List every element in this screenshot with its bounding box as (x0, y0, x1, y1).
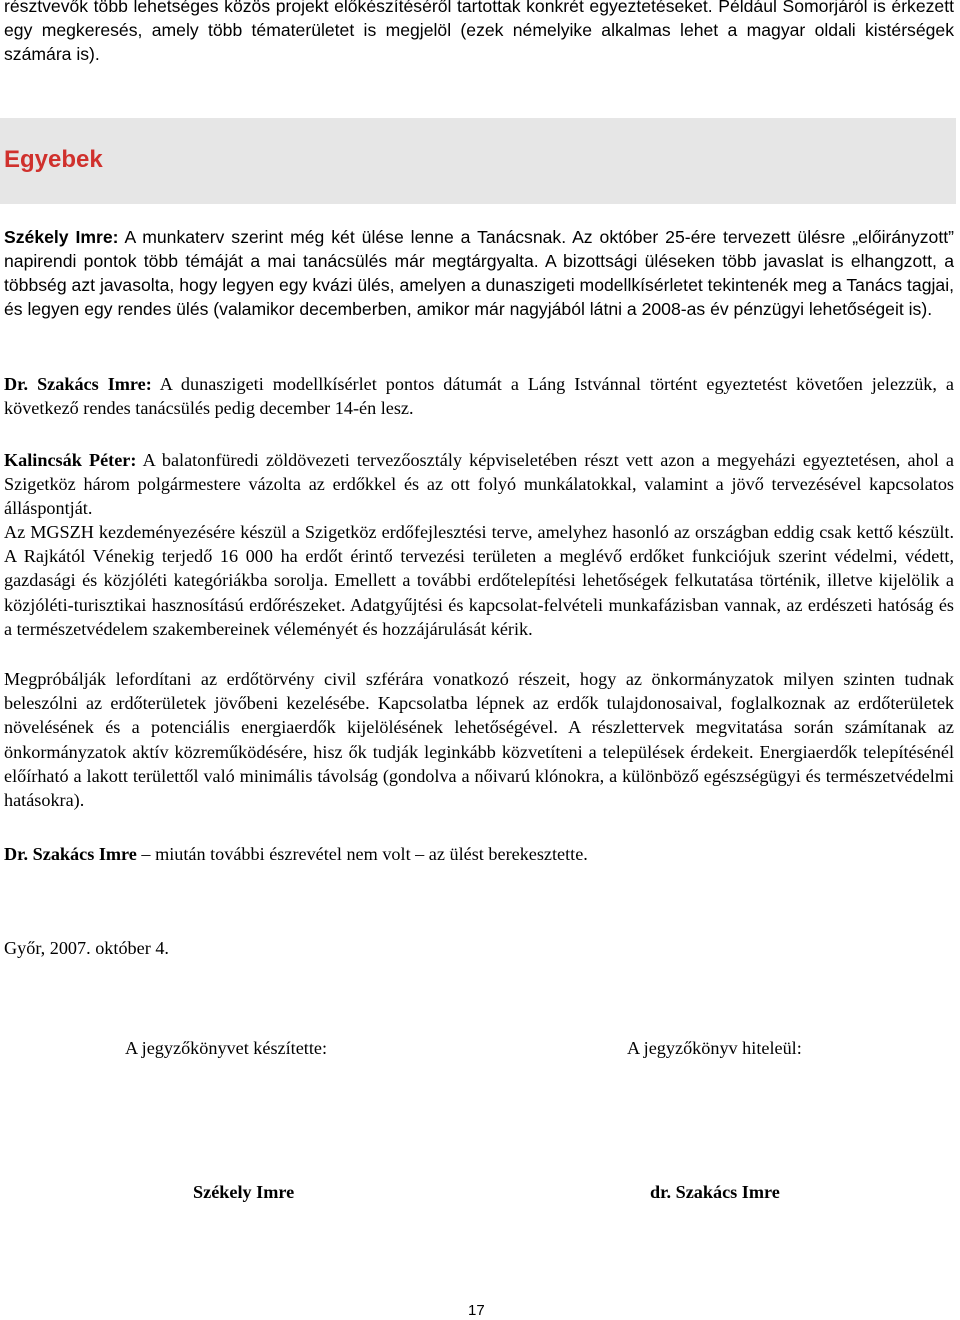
paragraph-erdofejlesztes: Az MGSZH kezdeményezésére készül a Szigetköz erdőfejlesztési terve, amelyhez hasonló az országban eddig csak kettő készült. A Rajkától Vénekig terjedő 16 000 ha erdőt érintő tervezési területen a meglévő erdőket funkciójuk szerint védelmi, védett, gazdasági és közjóléti kategóriákba sorolja. Emellett a további erdőtelepítési lehetőségek felkutatása történik, illetve kijelölik a közjóléti-turisztikai hasznosítású erdőrészeket. Adatgyűjtési és kapcsolat-felvételi munkafázisban vannak, az erdészeti hatóság és a természetvédelem szakembereinek véleményét és hozzájárulását kérik. (4, 522, 954, 639)
paragraph-erdotorveny: Megpróbálják lefordítani az erdőtörvény civil szférára vonatkozó részeit, hogy az önkormányzatok milyen szinten tudnak beleszólni az erdőterületek jövőbeni kezelésébe. Kapcsolatba lépnek az erdők tulajdonosaival, foglalkoznak az erdőterületek növelésének és a potenciális energiaerdők kijelölésének lehetőségével. A részlettervek megvitatása során számítanak az önkormányzatok aktív közreműködésére, hisz ők tudják leginkább közvetíteni a települések érdekeit. Energiaerdők telepítésénél előírható a lakott területtől való minimális távolság (gondolva a nőivarú klónokra, a különböző egészségügyi és természetvédelmi hatásokra). (4, 669, 954, 811)
signature-name-left: Székely Imre (193, 1182, 295, 1202)
section-heading: Egyebek (4, 146, 103, 173)
paragraph-closing (4, 842, 954, 866)
paragraph-text: A munkaterv szerint még két ülése lenne a Tanácsnak. Az október 25-ére tervezett ülésre „előirányzott” napirendi pontok több témáját a mai tanácsülés már megtárgyalta. A bizottsági üléseken több javaslat is elhangzott, a többség azt javasolta, hogy legyen egy kvázi ülés, amelyen a dunaszigeti modellkísérletet tekintenék meg a Tanács tagjai, és legyen egy rendes ülés (valamikor decemberben, amikor már nagyjából látni a 2008-as év pénzügyi lehetőségeit is). (4, 227, 954, 319)
speaker-name: Dr. Szakács Imre: (4, 374, 152, 394)
paragraph-text: – miután további észrevétel nem volt – az ülést berekesztette. (136, 844, 588, 864)
page-number: 17 (468, 1302, 485, 1319)
paragraph-text: A balatonfüredi zöldövezeti tervezőosztály képviseletében részt vett azon a megyeházi egyeztetésen, ahol a Szigetköz három polgármestere vázolta az erdőkkel és az ott folyó munkálatokkal, valamint a jövő tervezésével kapcsolatos álláspontját. (4, 450, 955, 519)
speaker-name: Kalincsák Péter: (4, 450, 137, 470)
signature-label-left: A jegyzőkönyvet készítette: (125, 1038, 328, 1058)
intro-paragraph: résztvevők több lehetséges közös projekt előkészítéséről tartottak konkrét egyeztetéseket. Például Somorjáról is érkezett egy megkeresés, amely több tématerületet is megjelöl (ezek némelyike alkalmas lehet a magyar oldali kistérségek számára is). (4, 0, 954, 64)
date-line: Győr, 2007. október 4. (4, 938, 169, 958)
paragraph-kalincsak-peter (4, 448, 954, 521)
paragraph-szakacs-imre (4, 372, 954, 420)
speaker-name: Székely Imre: (4, 227, 119, 247)
paragraph-text: A dunaszigeti modellkísérlet pontos dátumát a Láng Istvánnal történt egyeztetést követően jelezzük, a következő rendes tanácsülés pedig december 14-én lesz. (4, 374, 954, 419)
section-heading-background (0, 118, 956, 204)
signature-label-right: A jegyzőkönyv hiteleül: (627, 1038, 802, 1058)
signature-name-right: dr. Szakács Imre (650, 1182, 780, 1202)
paragraph-szekely-imre (4, 225, 954, 321)
speaker-name: Dr. Szakács Imre (4, 844, 137, 864)
